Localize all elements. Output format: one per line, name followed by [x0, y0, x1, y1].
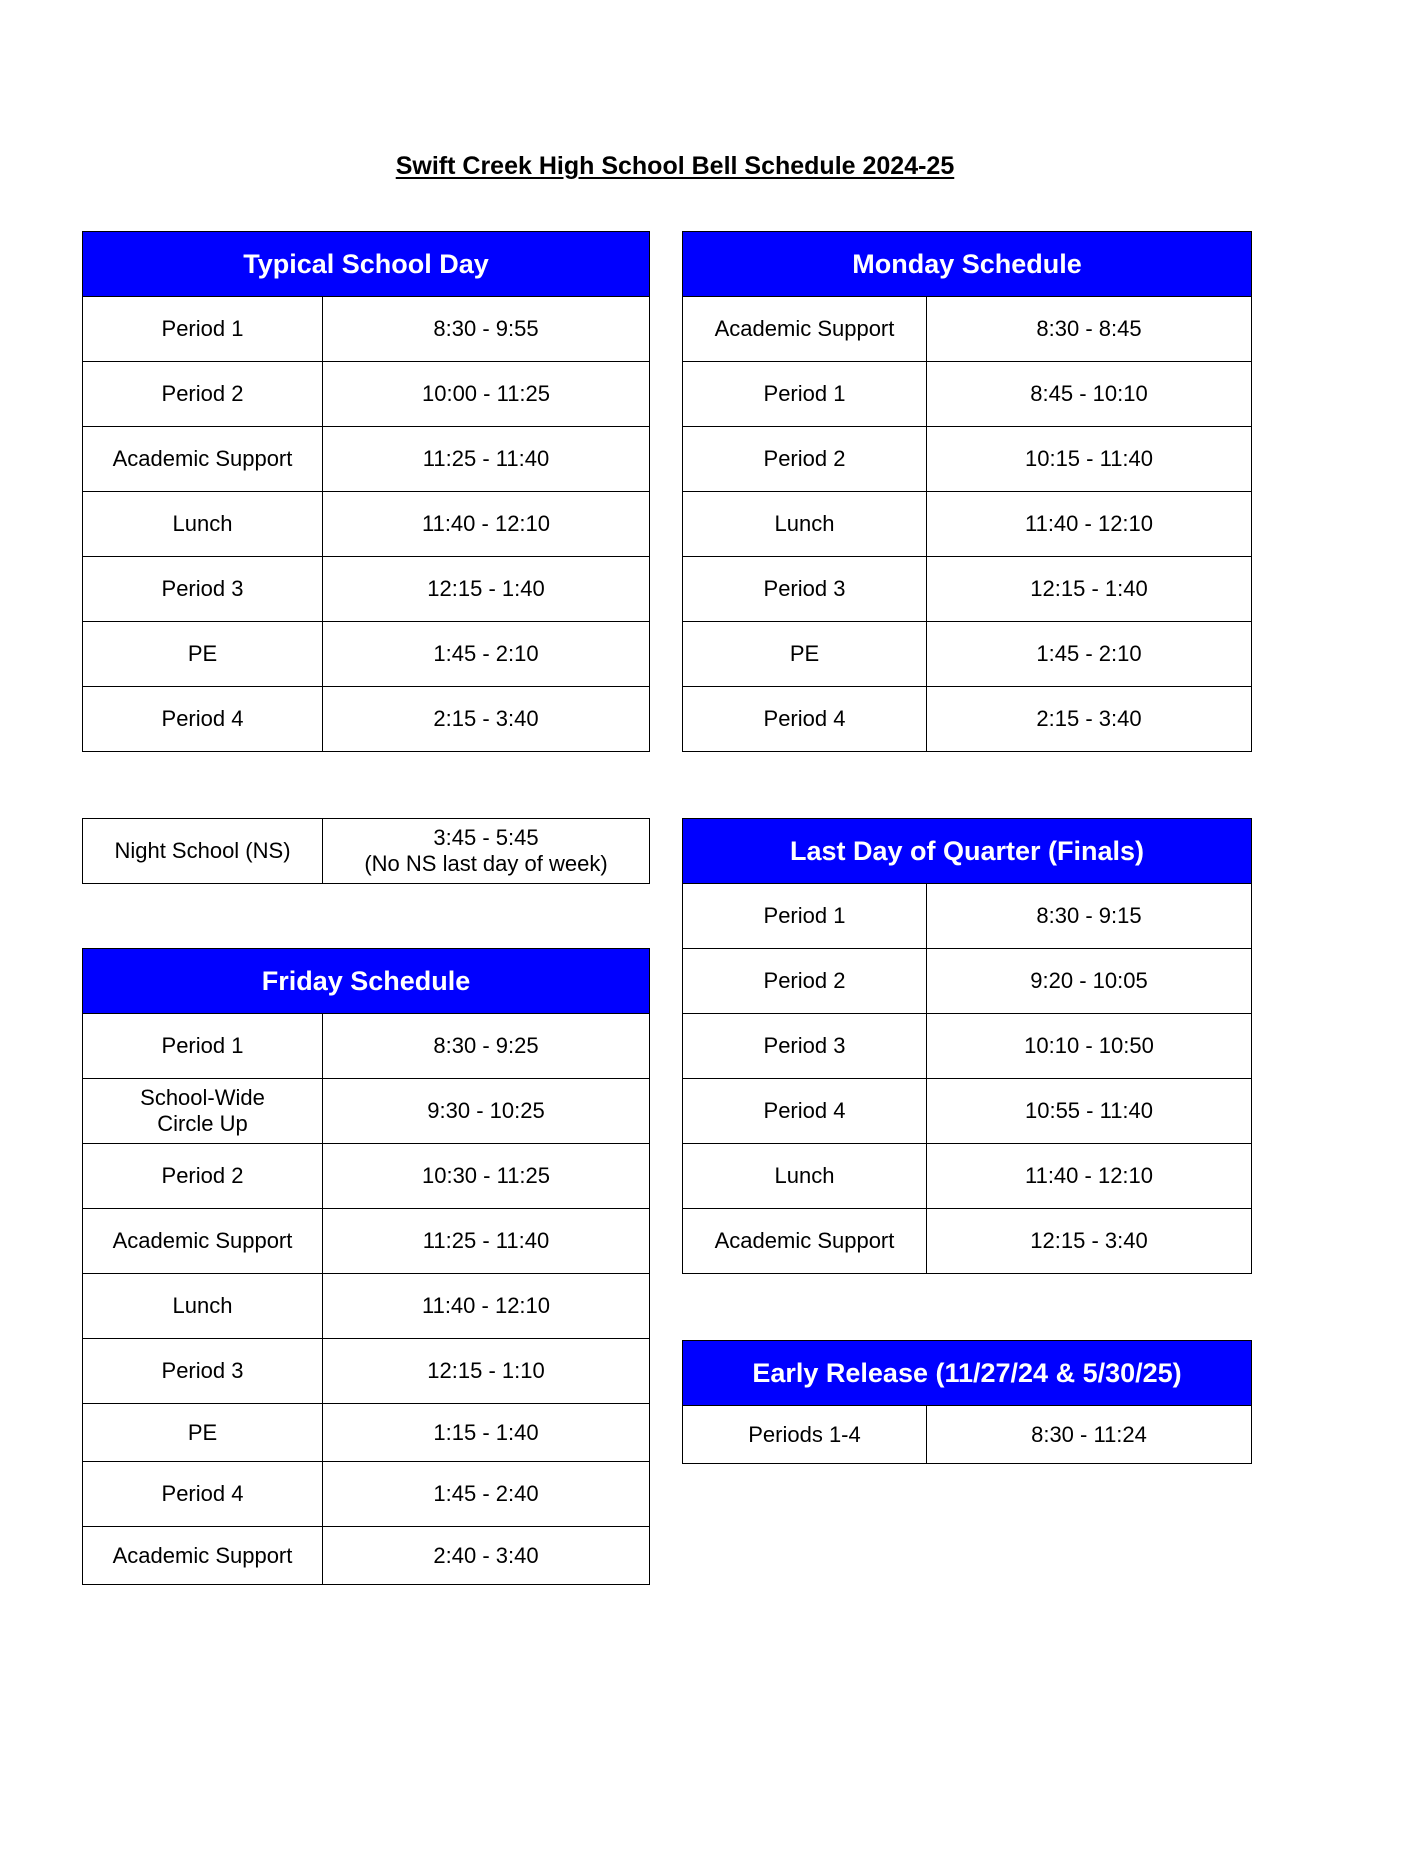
period-name-cell: Period 1 — [683, 884, 927, 949]
table-row — [683, 1014, 1252, 1079]
table-header: Early Release (11/27/24 & 5/30/25) — [683, 1341, 1252, 1406]
period-name-cell: PE — [83, 622, 323, 687]
period-name-cell: PE — [83, 1404, 323, 1462]
table-row — [83, 362, 650, 427]
time-cell: 8:30 - 8:45 — [927, 297, 1252, 362]
time-cell: 1:15 - 1:40 — [323, 1404, 650, 1462]
period-name-cell: Period 2 — [683, 949, 927, 1014]
table-row — [83, 1014, 650, 1079]
period-name-cell: Academic Support — [83, 427, 323, 492]
time-cell: 12:15 - 1:40 — [323, 557, 650, 622]
time-cell: 8:45 - 10:10 — [927, 362, 1252, 427]
table-row — [83, 427, 650, 492]
period-name-cell: Academic Support — [83, 1527, 323, 1585]
table-row — [683, 687, 1252, 752]
period-name-cell: Academic Support — [683, 297, 927, 362]
table-row — [683, 427, 1252, 492]
time-cell: 11:25 - 11:40 — [323, 1209, 650, 1274]
table-header-row — [683, 819, 1252, 884]
period-name-cell: Night School (NS) — [83, 819, 323, 884]
time-cell: 11:40 - 12:10 — [927, 1144, 1252, 1209]
table-header-row — [83, 949, 650, 1014]
period-name-cell: Lunch — [683, 492, 927, 557]
early-release-table — [682, 1340, 1252, 1464]
period-name-cell: Period 1 — [83, 297, 323, 362]
time-cell: 10:00 - 11:25 — [323, 362, 650, 427]
table-row — [83, 622, 650, 687]
table-header: Typical School Day — [83, 232, 650, 297]
time-cell: 11:25 - 11:40 — [323, 427, 650, 492]
table-row — [683, 1209, 1252, 1274]
time-cell: 10:10 - 10:50 — [927, 1014, 1252, 1079]
period-name-cell: Period 1 — [683, 362, 927, 427]
period-name-cell: Lunch — [83, 492, 323, 557]
time-cell: 11:40 - 12:10 — [323, 492, 650, 557]
period-name-cell: Period 2 — [83, 1144, 323, 1209]
table-row — [683, 1406, 1252, 1464]
table-row — [83, 687, 650, 752]
table-row — [683, 622, 1252, 687]
period-name-cell: Period 3 — [683, 557, 927, 622]
time-cell: 2:15 - 3:40 — [323, 687, 650, 752]
night-school-table — [82, 818, 650, 884]
table-row — [683, 884, 1252, 949]
friday-schedule-table — [82, 948, 650, 1585]
time-cell: 8:30 - 11:24 — [927, 1406, 1252, 1464]
monday-schedule-table — [682, 231, 1252, 752]
typical-school-day-table — [82, 231, 650, 752]
time-cell: 1:45 - 2:10 — [323, 622, 650, 687]
table-header: Monday Schedule — [683, 232, 1252, 297]
time-cell: 11:40 - 12:10 — [927, 492, 1252, 557]
table-header: Friday Schedule — [83, 949, 650, 1014]
table-row — [83, 1527, 650, 1585]
period-name-cell: Academic Support — [83, 1209, 323, 1274]
finals-schedule-table — [682, 818, 1252, 1274]
period-name-cell: Lunch — [683, 1144, 927, 1209]
table-row — [683, 557, 1252, 622]
period-name-cell: Period 3 — [83, 557, 323, 622]
period-name-cell: Period 3 — [83, 1339, 323, 1404]
period-name-cell: Period 3 — [683, 1014, 927, 1079]
table-row — [683, 492, 1252, 557]
period-name-cell: Period 4 — [683, 687, 927, 752]
time-cell: 11:40 - 12:10 — [323, 1274, 650, 1339]
time-cell: 3:45 - 5:45 (No NS last day of week) — [323, 819, 650, 884]
table-row — [83, 557, 650, 622]
time-cell: 10:55 - 11:40 — [927, 1079, 1252, 1144]
time-cell: 8:30 - 9:25 — [323, 1014, 650, 1079]
time-cell: 10:30 - 11:25 — [323, 1144, 650, 1209]
table-row — [683, 949, 1252, 1014]
table-header-row — [683, 232, 1252, 297]
time-cell: 9:30 - 10:25 — [323, 1079, 650, 1144]
period-name-cell: PE — [683, 622, 927, 687]
time-cell: 8:30 - 9:15 — [927, 884, 1252, 949]
table-row — [83, 1209, 650, 1274]
page-title: Swift Creek High School Bell Schedule 2024-25 — [395, 152, 955, 180]
period-name-cell: Lunch — [83, 1274, 323, 1339]
time-cell: 1:45 - 2:10 — [927, 622, 1252, 687]
table-row — [683, 362, 1252, 427]
table-row — [83, 1079, 650, 1144]
time-cell: 12:15 - 1:40 — [927, 557, 1252, 622]
time-cell: 8:30 - 9:55 — [323, 297, 650, 362]
table-row — [83, 1274, 650, 1339]
period-name-cell: Period 4 — [683, 1079, 927, 1144]
time-cell: 9:20 - 10:05 — [927, 949, 1252, 1014]
table-header: Last Day of Quarter (Finals) — [683, 819, 1252, 884]
time-cell: 12:15 - 1:10 — [323, 1339, 650, 1404]
period-name-cell: Period 1 — [83, 1014, 323, 1079]
period-name-cell: Period 4 — [83, 687, 323, 752]
table-row — [683, 1079, 1252, 1144]
table-row — [83, 1462, 650, 1527]
table-header-row — [683, 1341, 1252, 1406]
table-row — [683, 297, 1252, 362]
period-name-cell: Period 2 — [683, 427, 927, 492]
period-name-cell: Academic Support — [683, 1209, 927, 1274]
table-row — [83, 1144, 650, 1209]
table-row — [83, 492, 650, 557]
table-row — [683, 1144, 1252, 1209]
time-cell: 12:15 - 3:40 — [927, 1209, 1252, 1274]
period-name-cell: Period 2 — [83, 362, 323, 427]
table-row — [83, 1339, 650, 1404]
time-cell: 1:45 - 2:40 — [323, 1462, 650, 1527]
table-row — [83, 1404, 650, 1462]
time-cell: 2:40 - 3:40 — [323, 1527, 650, 1585]
table-row — [83, 819, 650, 884]
time-cell: 2:15 - 3:40 — [927, 687, 1252, 752]
time-cell: 10:15 - 11:40 — [927, 427, 1252, 492]
period-name-cell: Periods 1-4 — [683, 1406, 927, 1464]
table-row — [83, 297, 650, 362]
table-header-row — [83, 232, 650, 297]
period-name-cell: Period 4 — [83, 1462, 323, 1527]
period-name-cell: School-Wide Circle Up — [83, 1079, 323, 1144]
